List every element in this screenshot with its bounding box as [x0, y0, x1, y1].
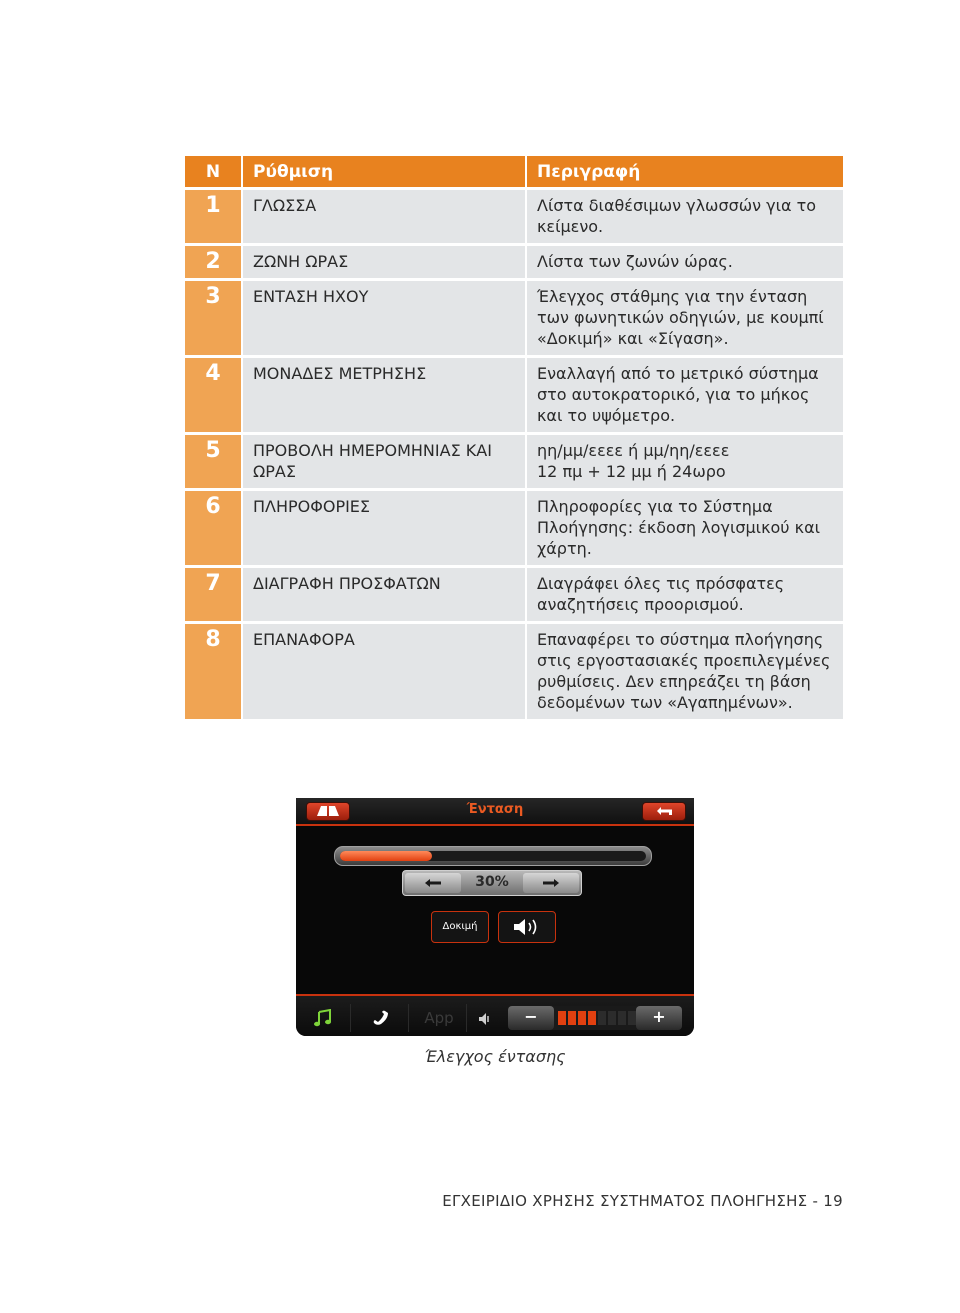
volume-level-bar [558, 1011, 566, 1025]
navigation-screen [296, 798, 694, 1036]
row-setting: ΕΝΤΑΣΗ ΗΧΟΥ [242, 280, 526, 357]
row-number: 2 [185, 245, 242, 280]
volume-value: 30% [475, 874, 509, 890]
table-row [185, 623, 843, 720]
table-row [185, 189, 843, 245]
music-note-icon [313, 1009, 333, 1027]
volume-progress-track [340, 851, 646, 861]
row-description: Επαναφέρει το σύστημα πλοήγησης στις εργοστασιακές προεπιλεγμένες ρυθμίσεις. Δεν επηρεάζει τη βάση δεδομένων των «Αγαπημένων». [526, 623, 843, 720]
row-setting: ΔΙΑΓΡΑΦΗ ΠΡΟΣΦΑΤΩΝ [242, 567, 526, 623]
row-description: Έλεγχος στάθμης για την ένταση των φωνητικών οδηγιών, με κουμπί «Δοκιμή» και «Σίγαση». [526, 280, 843, 357]
row-number: 8 [185, 623, 242, 720]
volume-progress-bar[interactable] [334, 846, 652, 866]
volume-plus-button[interactable]: + [636, 1006, 682, 1030]
header-description: Περιγραφή [526, 156, 843, 189]
phone-tab[interactable] [354, 1004, 409, 1032]
screen-title: Ένταση [466, 802, 524, 817]
header-number: Ν [185, 156, 242, 189]
volume-progress-fill [340, 851, 432, 861]
volume-level-bar [568, 1011, 576, 1025]
settings-table [185, 156, 843, 719]
back-button[interactable] [642, 802, 686, 821]
figure-caption: Έλεγχος έντασης [424, 1047, 566, 1066]
mute-button[interactable] [498, 911, 556, 943]
table-row [185, 434, 843, 490]
table-header-row [185, 156, 843, 189]
row-number: 3 [185, 280, 242, 357]
app-tab[interactable]: App [412, 1004, 467, 1032]
music-tab[interactable] [296, 1004, 351, 1032]
test-button[interactable]: Δοκιμή [431, 911, 489, 943]
volume-icon [478, 1012, 494, 1026]
table-row [185, 280, 843, 357]
back-arrow-icon [651, 804, 677, 818]
row-description: Λίστα των ζωνών ώρας. [526, 245, 843, 280]
row-description: Πληροφορίες για το Σύστημα Πλοήγησης: έκδοση λογισμικού και χάρτη. [526, 490, 843, 567]
volume-level-bars [558, 1011, 632, 1025]
row-setting: ΜΟΝΑΔΕΣ ΜΕΤΡΗΣΗΣ [242, 357, 526, 434]
row-setting: ΖΩΝΗ ΩΡΑΣ [242, 245, 526, 280]
table-row [185, 245, 843, 280]
page-footer: ΕΓΧΕΙΡΙΔΙΟ ΧΡΗΣΗΣ ΣΥΣΤΗΜΑΤΟΣ ΠΛΟΗΓΗΣΗΣ - 19 [442, 1192, 843, 1210]
row-number: 7 [185, 567, 242, 623]
volume-level-bar [588, 1011, 596, 1025]
arrow-left-icon [423, 878, 443, 888]
table-row [185, 357, 843, 434]
phone-icon [371, 1009, 391, 1027]
row-number: 5 [185, 434, 242, 490]
row-setting: ΓΛΩΣΣΑ [242, 189, 526, 245]
row-description: Διαγράφει όλες τις πρόσφατες αναζητήσεις προορισμού. [526, 567, 843, 623]
row-description: Εναλλαγή από το μετρικό σύστημα στο αυτοκρατορικό, για το μήκος και το υψόμετρο. [526, 357, 843, 434]
table-row [185, 567, 843, 623]
table-row [185, 490, 843, 567]
volume-increase-button[interactable] [523, 873, 579, 893]
row-setting: ΠΡΟΒΟΛΗ ΗΜΕΡΟΜΗΝΙΑΣ ΚΑΙ ΩΡΑΣ [242, 434, 526, 490]
volume-level-bar [618, 1011, 626, 1025]
screen-footer [296, 994, 694, 1036]
volume-level-bar [598, 1011, 606, 1025]
volume-minus-button[interactable]: − [508, 1006, 554, 1030]
volume-level-bar [608, 1011, 616, 1025]
speaker-icon [510, 917, 544, 937]
header-setting: Ρύθμιση [242, 156, 526, 189]
row-number: 1 [185, 189, 242, 245]
row-setting: ΠΛΗΡΟΦΟΡΙΕΣ [242, 490, 526, 567]
row-number: 6 [185, 490, 242, 567]
volume-decrease-button[interactable] [405, 873, 461, 893]
row-number: 4 [185, 357, 242, 434]
row-description: Λίστα διαθέσιμων γλωσσών για το κείμενο. [526, 189, 843, 245]
row-setting: ΕΠΑΝΑΦΟΡΑ [242, 623, 526, 720]
arrow-right-icon [541, 878, 561, 888]
volume-level-bar [628, 1011, 636, 1025]
volume-level-bar [578, 1011, 586, 1025]
volume-control [508, 1006, 682, 1030]
screen-header [296, 798, 694, 826]
volume-stepper [402, 870, 582, 896]
row-description: ηη/μμ/εεεε ή μμ/ηη/εεεε 12 πμ + 12 μμ ή 24ωρο [526, 434, 843, 490]
